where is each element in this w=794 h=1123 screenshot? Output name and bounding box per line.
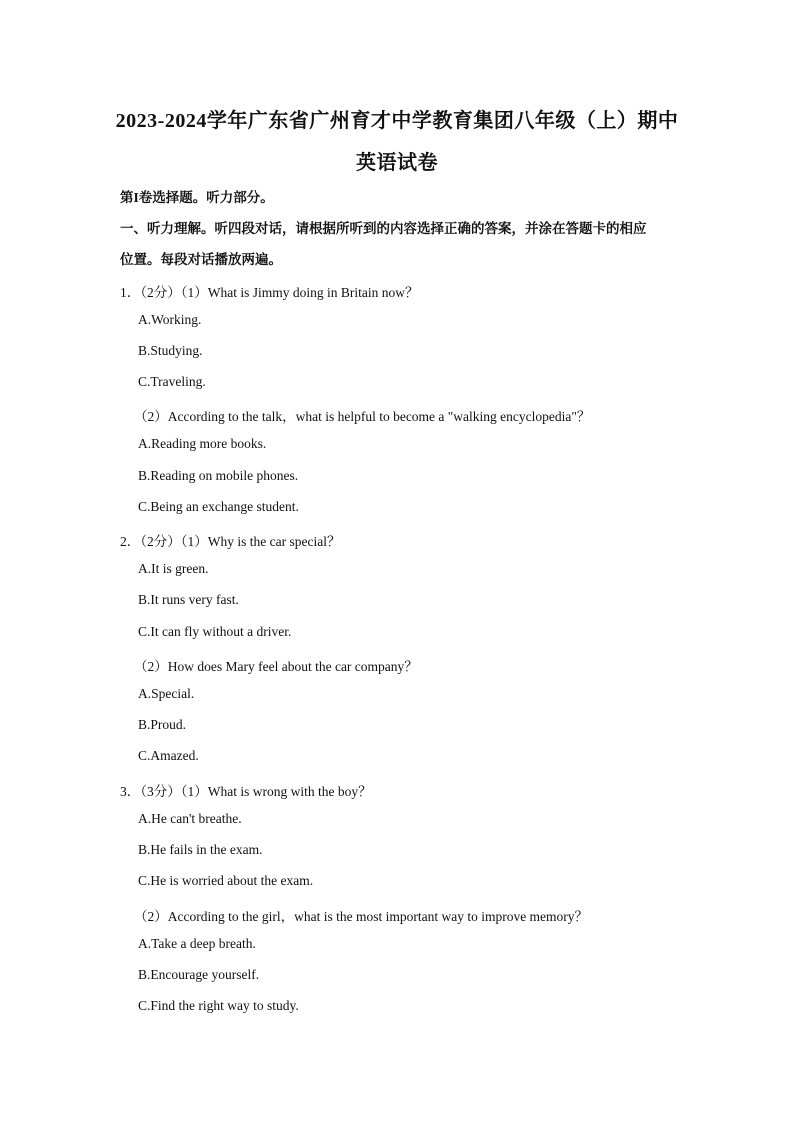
exam-title-line2: 英语试卷 bbox=[356, 152, 438, 174]
question-stem: 2．（2分）（1）Why is the car special？ bbox=[120, 534, 341, 549]
exam-title-line1: 2023-2024学年广东省广州育才中学教育集团八年级（上）期中 bbox=[115, 110, 679, 132]
option-a: A.Working. bbox=[138, 312, 202, 327]
instructions-line2: 位置。每段对话播放两遍。 bbox=[120, 252, 282, 267]
option-c: C.Amazed. bbox=[138, 748, 199, 763]
option-c: C.Being an exchange student. bbox=[138, 499, 299, 514]
question-stem: 3．（3分）（1）What is wrong with the boy？ bbox=[120, 784, 372, 799]
option-b: B.He fails in the exam. bbox=[138, 842, 263, 857]
question-stem: 1．（2分）（1）What is Jimmy doing in Britain now？ bbox=[120, 285, 419, 300]
option-a: A.Take a deep breath. bbox=[138, 936, 256, 951]
option-c: C.Traveling. bbox=[138, 374, 206, 389]
instructions-line1: 一、听力理解。听四段对话，请根据所听到的内容选择正确的答案，并涂在答题卡的相应 bbox=[120, 221, 647, 236]
option-b: B.Encourage yourself. bbox=[138, 967, 260, 982]
option-a: A.Reading more books. bbox=[138, 436, 267, 451]
option-c: C.It can fly without a driver. bbox=[138, 624, 292, 639]
option-c: C.He is worried about the exam. bbox=[138, 873, 314, 888]
sub-question: （2）How does Mary feel about the car company？ bbox=[134, 659, 418, 674]
option-b: B.Proud. bbox=[138, 717, 187, 732]
option-b: B.Studying. bbox=[138, 343, 203, 358]
option-c: C.Find the right way to study. bbox=[138, 998, 299, 1013]
section-header: 第I卷选择题。听力部分。 bbox=[120, 190, 274, 205]
option-a: A.He can't breathe. bbox=[138, 811, 242, 826]
sub-question: （2）According to the girl，what is the most important way to improve memory？ bbox=[134, 909, 589, 924]
option-b: B.It runs very fast. bbox=[138, 592, 239, 607]
option-a: A.Special. bbox=[138, 686, 195, 701]
sub-question: （2）According to the talk，what is helpful to become a "walking encyclopedia"？ bbox=[134, 409, 591, 424]
option-b: B.Reading on mobile phones. bbox=[138, 468, 299, 483]
option-a: A.It is green. bbox=[138, 561, 209, 576]
